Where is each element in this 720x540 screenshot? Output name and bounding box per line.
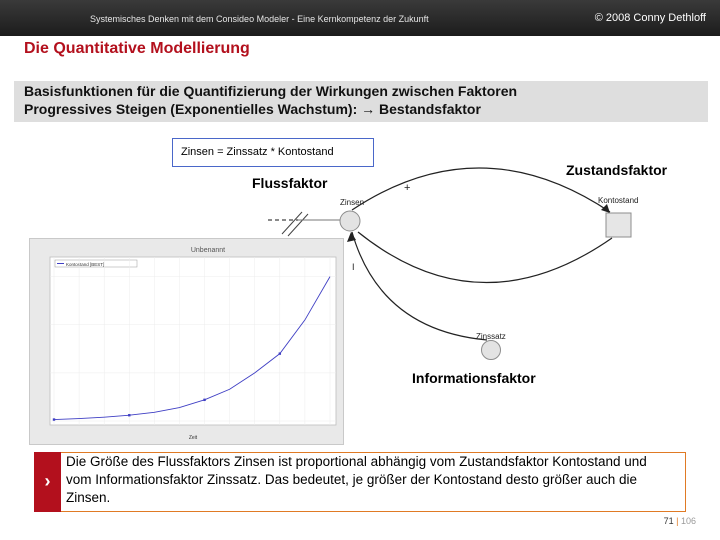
- link-zinsen-kontostand: [352, 168, 610, 212]
- subtitle-line-2: Progressives Steigen (Exponentielles Wachstum): → Bestandsfaktor: [24, 101, 481, 117]
- state-factor-label: Zustandsfaktor: [566, 162, 668, 178]
- page-number: [664, 516, 696, 526]
- valve-line: [288, 214, 308, 236]
- data-point: [128, 414, 130, 416]
- link-zinssatz-zinsen: [352, 232, 487, 340]
- flow-factor-label: Flussfaktor: [252, 175, 328, 191]
- data-point: [203, 399, 205, 401]
- course-title: Systemisches Denken mit dem Consideo Modeler - Eine Kernkompetenz der Zukunft: [90, 14, 429, 24]
- x-axis-label: Zeit: [188, 435, 198, 441]
- kontostand-node-label: Kontostand: [598, 196, 639, 205]
- subtitle-line-1: Basisfunktionen für die Quantifizierung der Wirkungen zwischen Faktoren: [24, 83, 518, 99]
- page-separator: |: [676, 516, 679, 526]
- page-current: 71: [663, 516, 674, 526]
- slide-title: Die Quantitative Modellierung: [24, 40, 250, 57]
- kontostand-node-icon: [606, 213, 631, 237]
- zinsen-node-label: Zinsen: [340, 198, 365, 207]
- zinsen-node-icon: [340, 211, 360, 231]
- copyright: © 2008 Conny Dethloff: [594, 12, 706, 24]
- valve-line: [282, 212, 302, 234]
- plot-area: [50, 257, 336, 425]
- data-point: [53, 418, 55, 420]
- data-point: [279, 352, 281, 354]
- callout-text: Die Größe des Flussfaktors Zinsen ist proportional abhängig vom Zustandsfaktor Kontostand und vom Informationsfaktor Zinssatz. Das bedeutet, je größer der Kontostand desto größer auch die Zinsen.: [66, 454, 647, 505]
- link-kontostand-zinsen: [358, 232, 612, 283]
- line-chart: [30, 239, 343, 444]
- chart-title: Unbenannt: [190, 247, 226, 254]
- plus-sign: +: [404, 182, 411, 194]
- chevron-right-icon: ›: [34, 452, 61, 512]
- legend-label: Kontostand [BEST]: [66, 262, 105, 267]
- loop-sign: I: [352, 262, 355, 272]
- zinssatz-node-label: Zinssatz: [476, 332, 506, 341]
- page-total: 106: [680, 516, 696, 526]
- formula-box: Zinsen = Zinssatz * Kontostand: [172, 138, 374, 167]
- chart-panel: [29, 238, 344, 445]
- zinssatz-node-icon: [482, 341, 501, 360]
- arrowhead-icon: [601, 204, 610, 213]
- info-factor-label: Informationsfaktor: [412, 370, 536, 386]
